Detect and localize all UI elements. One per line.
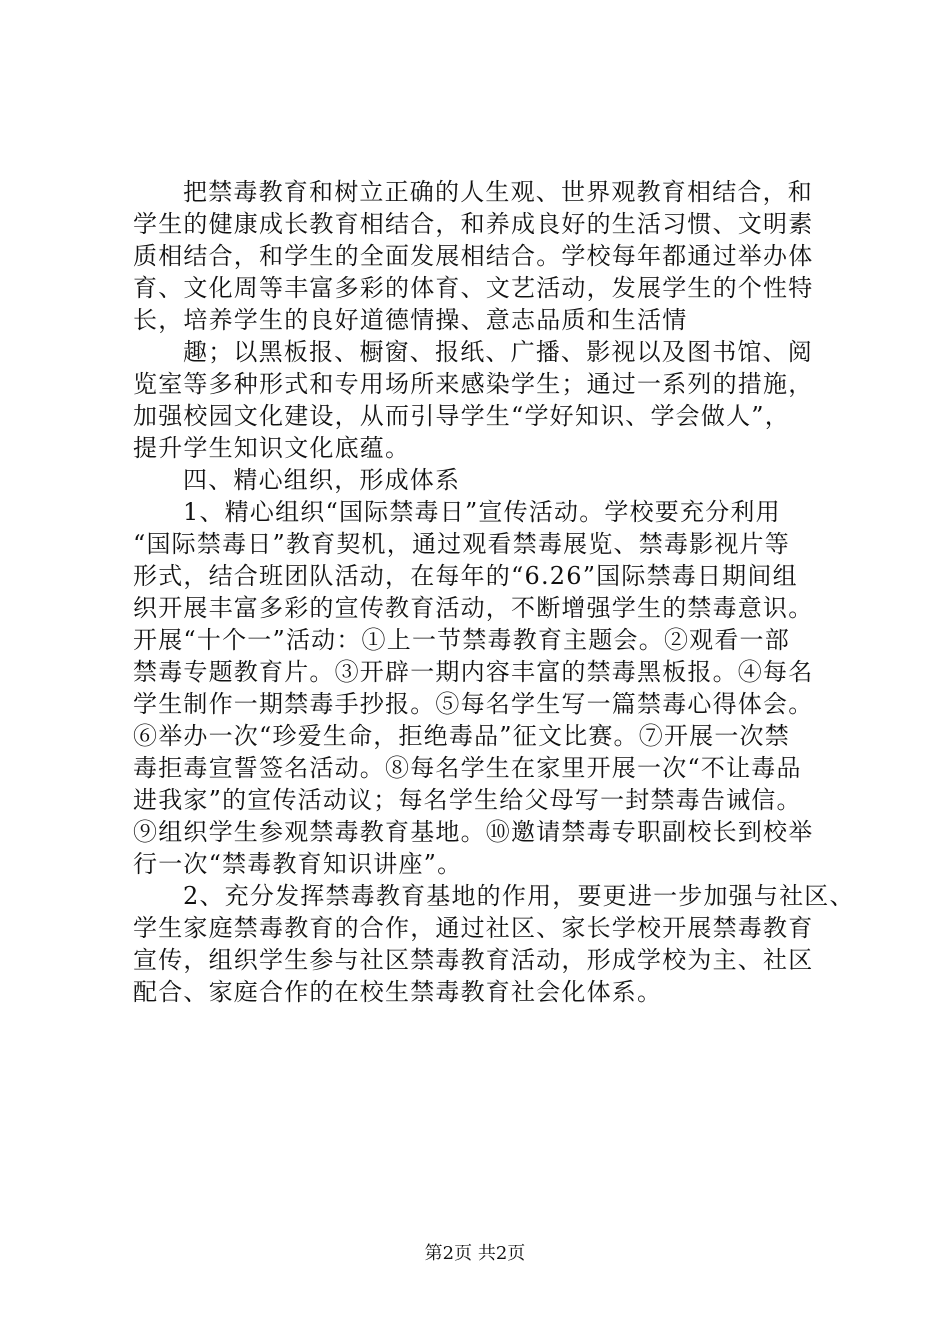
text-line: 提升学生知识文化底蕴。	[133, 434, 411, 462]
text-line: 学生家庭禁毒教育的合作，通过社区、家长学校开展禁毒教育	[133, 914, 814, 942]
text-line: 2、充分发挥禁毒教育基地的作用，要更进一步加强与社区、	[183, 882, 855, 910]
text-line: 配合、家庭合作的在校生禁毒教育社会化体系。	[133, 978, 663, 1006]
text-line: 学生制作一期禁毒手抄报。⑤每名学生写一篇禁毒心得体会。	[133, 690, 814, 718]
text-line: 育、文化周等丰富多彩的体育、文艺活动，发展学生的个性特	[133, 274, 814, 302]
text-line: 行一次“禁毒教育知识讲座”。	[133, 850, 463, 878]
text-line: 学生的健康成长教育相结合，和养成良好的生活习惯、文明素	[133, 210, 814, 238]
page-footer: 第2页 共2页	[424, 1243, 526, 1264]
text-line: ⑨组织学生参观禁毒教育基地。⑩邀请禁毒专职副校长到校举	[133, 818, 814, 846]
text-line: 开展“十个一”活动：①上一节禁毒教育主题会。②观看一部	[133, 626, 790, 654]
document-body	[133, 176, 855, 1008]
text-line: 质相结合，和学生的全面发展相结合。学校每年都通过举办体	[133, 242, 814, 270]
text-line: 宣传，组织学生参与社区禁毒教育活动，形成学校为主、社区	[133, 946, 814, 974]
text-line: 长，培养学生的良好道德情操、意志品质和生活情	[133, 306, 688, 334]
text-line: 加强校园文化建设，从而引导学生“学好知识、学会做人”，	[133, 402, 790, 430]
text-line: ⑥举办一次“珍爱生命，拒绝毒品”征文比赛。⑦开展一次禁	[133, 722, 790, 750]
text-line: 1、精心组织“国际禁毒日”宣传活动。学校要充分利用	[183, 498, 781, 526]
text-line: 形式，结合班团队活动，在每年的“6.26”国际禁毒日期间组	[133, 562, 798, 590]
text-line: 进我家”的宣传活动议；每名学生给父母写一封禁毒告诫信。	[133, 786, 802, 814]
text-line: 毒拒毒宣誓签名活动。⑧每名学生在家里开展一次“不让毒品	[133, 754, 802, 782]
text-line: 趣；以黑板报、橱窗、报纸、广播、影视以及图书馆、阅	[183, 338, 813, 366]
text-line: 览室等多种形式和专用场所来感染学生；通过一系列的措施，	[133, 370, 814, 398]
text-line: 把禁毒教育和树立正确的人生观、世界观教育相结合，和	[183, 178, 813, 206]
section-heading: 四、精心组织，形成体系	[183, 466, 461, 494]
text-line: 禁毒专题教育片。③开辟一期内容丰富的禁毒黑板报。④每名	[133, 658, 814, 686]
text-line: “国际禁毒日”教育契机，通过观看禁毒展览、禁毒影视片等	[133, 530, 790, 558]
text-line: 织开展丰富多彩的宣传教育活动，不断增强学生的禁毒意识。	[133, 594, 814, 622]
